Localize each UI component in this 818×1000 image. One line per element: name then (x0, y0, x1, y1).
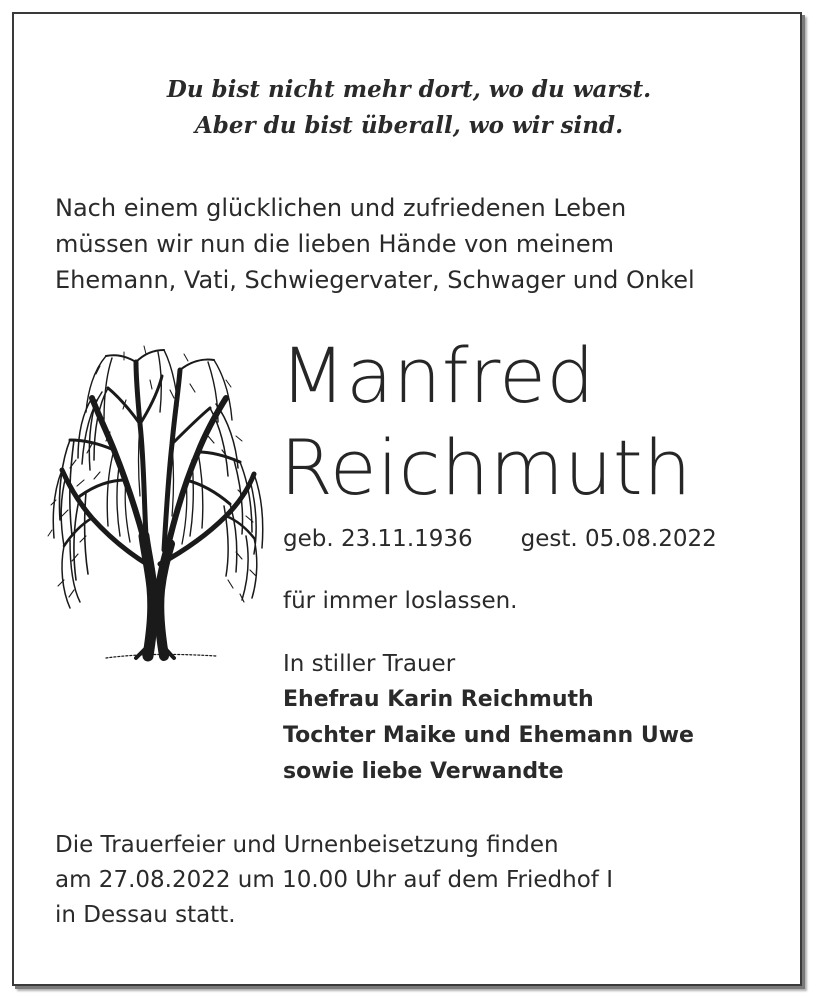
funeral-line-3: in Dessau statt. (55, 902, 236, 928)
death-date: gest. 05.08.2022 (520, 526, 717, 552)
intro-text (55, 190, 775, 298)
intro-line-1: Nach einem glücklichen und zufriedenen Leben (55, 194, 627, 222)
mourner-spouse: Ehefrau Karin Reichmuth (283, 687, 594, 712)
deceased-first-name: Manfred (280, 331, 596, 420)
intro-line-2: müssen wir nun die lieben Hände von meinem (55, 230, 614, 258)
release-text: für immer loslassen. (283, 588, 518, 614)
deceased-name (280, 330, 692, 514)
funeral-info (55, 828, 613, 933)
mourner-relatives: sowie liebe Verwandte (283, 759, 564, 784)
motto-line-1: Du bist nicht mehr dort, wo du warst. (166, 76, 652, 103)
funeral-line-1: Die Trauerfeier und Urnenbeisetzung finden (55, 832, 559, 858)
funeral-line-2: am 27.08.2022 um 10.00 Uhr auf dem Friedhof I (55, 867, 613, 893)
willow-tree-icon (40, 340, 272, 670)
mourner-daughter: Tochter Maike und Ehemann Uwe (283, 723, 694, 748)
birth-date: geb. 23.11.1936 (283, 526, 473, 552)
life-dates (283, 522, 717, 556)
mourning-lead: In stiller Trauer (283, 651, 456, 677)
motto-line-2: Aber du bist überall, wo wir sind. (194, 112, 624, 139)
intro-line-3: Ehemann, Vati, Schwiegervater, Schwager und Onkel (55, 266, 695, 294)
motto (0, 72, 818, 144)
deceased-last-name: Reichmuth (280, 423, 692, 512)
mourners-block (283, 646, 694, 790)
